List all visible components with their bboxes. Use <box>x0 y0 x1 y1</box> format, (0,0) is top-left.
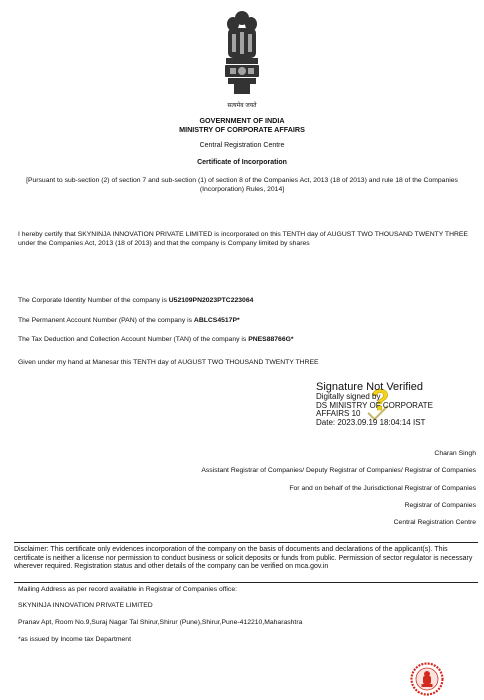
divider-top <box>14 542 478 543</box>
ministry-heading: MINISTRY OF CORPORATE AFFAIRS <box>179 125 305 134</box>
tan-value: PNES88766G* <box>248 336 294 343</box>
government-heading: GOVERNMENT OF INDIA <box>199 116 285 125</box>
signature-line-1: Digitally signed by <box>316 392 381 401</box>
mailing-company: SKYNINJA INNOVATION PRIVATE LIMITED <box>18 602 153 609</box>
cin-line <box>18 297 253 304</box>
national-emblem-icon <box>222 8 262 100</box>
pan-value: ABLCS4517P* <box>193 317 240 324</box>
signature-question-icon: ? <box>371 384 390 417</box>
signatory-designation: Assistant Registrar of Companies/ Deputy Registrar of Companies/ Registrar of Companies <box>201 467 476 474</box>
mailing-label: Mailing Address as per record available in Registrar of Companies office: <box>18 586 237 593</box>
digital-signature-block <box>316 381 466 427</box>
emblem-caption: सत्यमेव जयते <box>227 103 257 109</box>
signatory-behalf: For and on behalf of the Jurisdictional Registrar of Companies <box>289 485 476 492</box>
mailing-address: Pranav Apt, Room No.9,Suraj Nagar Tal Shirur,Shirur (Pune),Shirur,Pune-412210,Maharashtra <box>18 619 303 626</box>
tax-footnote: *as issued by Income tax Department <box>18 636 131 643</box>
cin-value: U52109PN2023PTC223064 <box>168 297 254 304</box>
tan-label: The Tax Deduction and Collection Account Number (TAN) of the company is <box>18 336 249 343</box>
tan-line <box>18 336 294 343</box>
signature-line-3: AFFAIRS 10 <box>316 409 361 419</box>
official-seal-icon <box>410 662 444 696</box>
pan-line <box>18 317 240 324</box>
signatory-name: Charan Singh <box>434 450 476 457</box>
cin-label: The Corporate Identity Number of the company is <box>18 297 169 304</box>
certify-paragraph: I hereby certify that SKYNINJA INNOVATION PRIVATE LIMITED is incorporated on this TENTH day of AUGUST TWO THOUSAND TWENTY THREE under the Companies Act, 2013 (18 of 2013) and that the company is Company limited by shares <box>18 231 468 247</box>
signatory-registrar: Registrar of Companies <box>404 502 476 509</box>
signature-date: Date: 2023.09.19 18:04:14 IST <box>316 417 426 427</box>
pan-label: The Permanent Account Number (PAN) of the company is <box>18 317 194 324</box>
disclaimer: Disclaimer: This certificate only evidences incorporation of the company on the basis of documents and declarations of the applicant(s). This certificate is neither a license nor permission to conduct business or solicit deposits or funds from public. Permission of sector regulator is necessary wherever required. Registration status and other details of the company can be verified on mca.gov.in <box>14 546 473 571</box>
signature-status: Signature Not Verified <box>316 381 424 393</box>
given-under-line: Given under my hand at Manesar this TENTH day of AUGUST TWO THOUSAND TWENTY THREE <box>18 359 319 366</box>
centre-heading: Central Registration Centre <box>199 142 285 149</box>
signatory-centre: Central Registration Centre <box>393 519 476 526</box>
legal-basis: [Pursuant to sub-section (2) of section 7 and sub-section (1) of section 8 of the Companies Act, 2013 (18 of 2013) and rule 18 of the Companies (Incorporation) Rules, 2014] <box>26 177 458 193</box>
divider-bottom <box>14 582 478 583</box>
certificate-title: Certificate of Incorporation <box>197 159 287 166</box>
signature-line-2: DS MINISTRY OF CORPORATE <box>316 400 433 410</box>
